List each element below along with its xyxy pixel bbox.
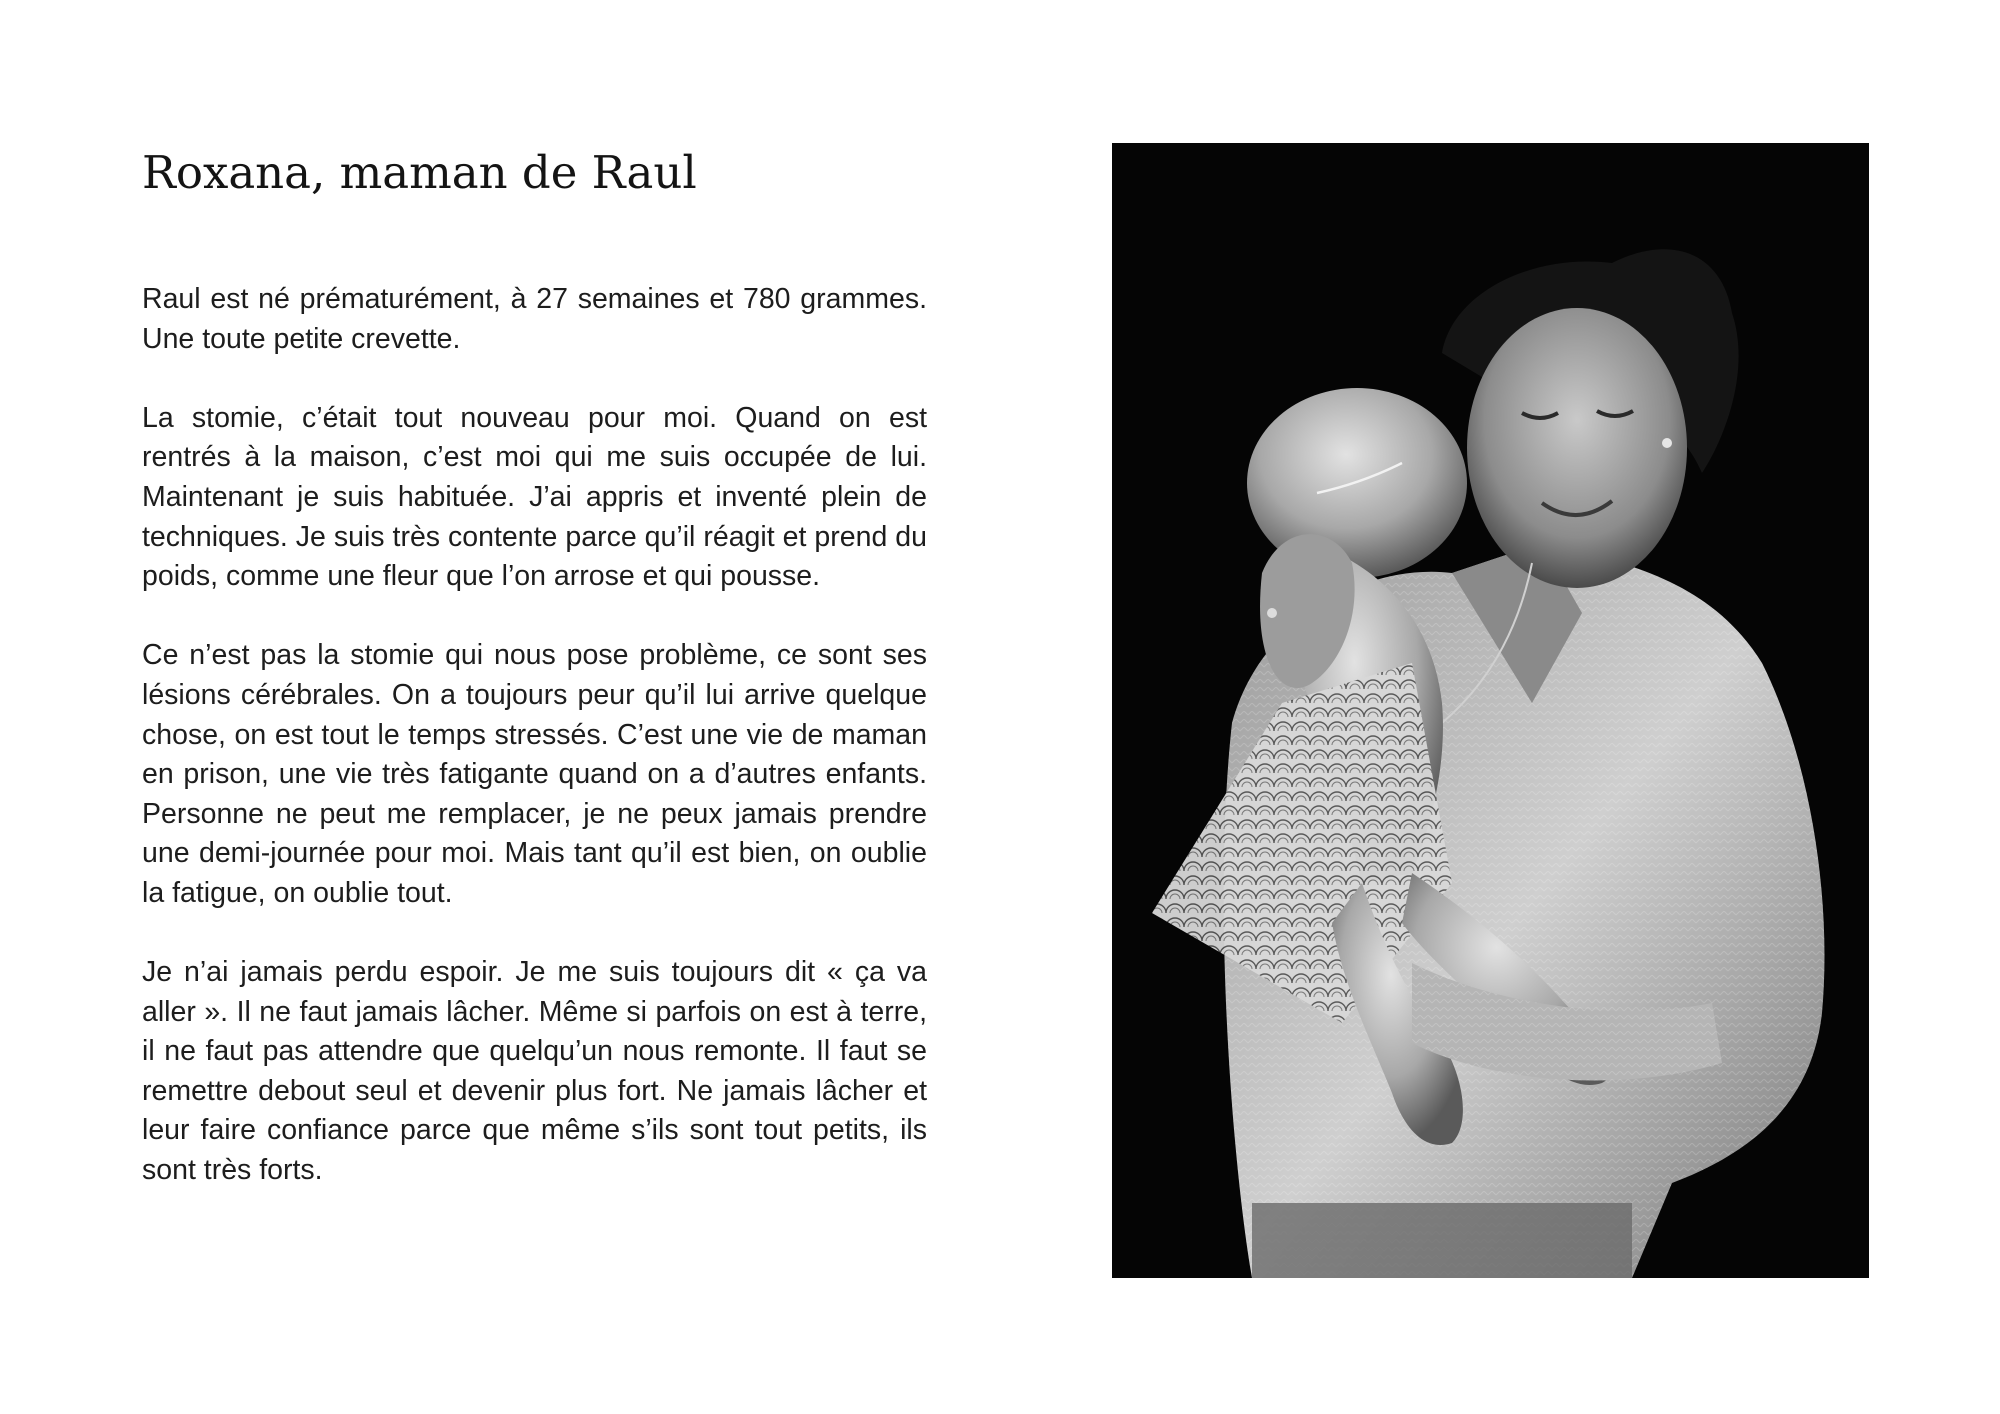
paragraph-3: Ce n’est pas la stomie qui nous pose problème, ce sont ses lésions cérébrales. On a toujours peur qu’il lui arrive quelque chose, on est tout le temps stressés. C’est une vie de maman en prison, une vie très fatigante quand on a d’autres enfants. Personne ne peut me remplacer, je ne peux jamais prendre une demi-journée pour moi. Mais tant qu’il est bien, on oublie la fatigue, on oublie tout. xyxy=(142,639,927,909)
testimony-text xyxy=(142,280,927,1191)
portrait-photo xyxy=(1112,143,1869,1278)
paragraph-2: La stomie, c’était tout nouveau pour moi. Quand on est rentrés à la maison, c’est moi qui me suis occupée de lui. Maintenant je suis habituée. J’ai appris et inventé plein de techniques. Je suis très contente parce qu’il réagit et prend du poids, comme une fleur que l’on arrose et qui pousse. xyxy=(142,401,927,593)
paragraph-1: Raul est né prématurément, à 27 semaines et 780 grammes. Une toute petite crevette. xyxy=(142,283,927,355)
paragraph-4: Je n’ai jamais perdu espoir. Je me suis toujours dit « ça va aller ». Il ne faut jamais lâcher. Même si parfois on est à terre, il ne faut pas attendre que quelqu’un nous remonte. Il faut se remettre debout seul et devenir plus fort. Ne jamais lâcher et leur faire confiance parce que même s’ils sont tout petits, ils sont très forts. xyxy=(142,956,927,1187)
page-title: Roxana, maman de Raul xyxy=(142,146,697,199)
portrait-illustration xyxy=(1112,143,1869,1278)
